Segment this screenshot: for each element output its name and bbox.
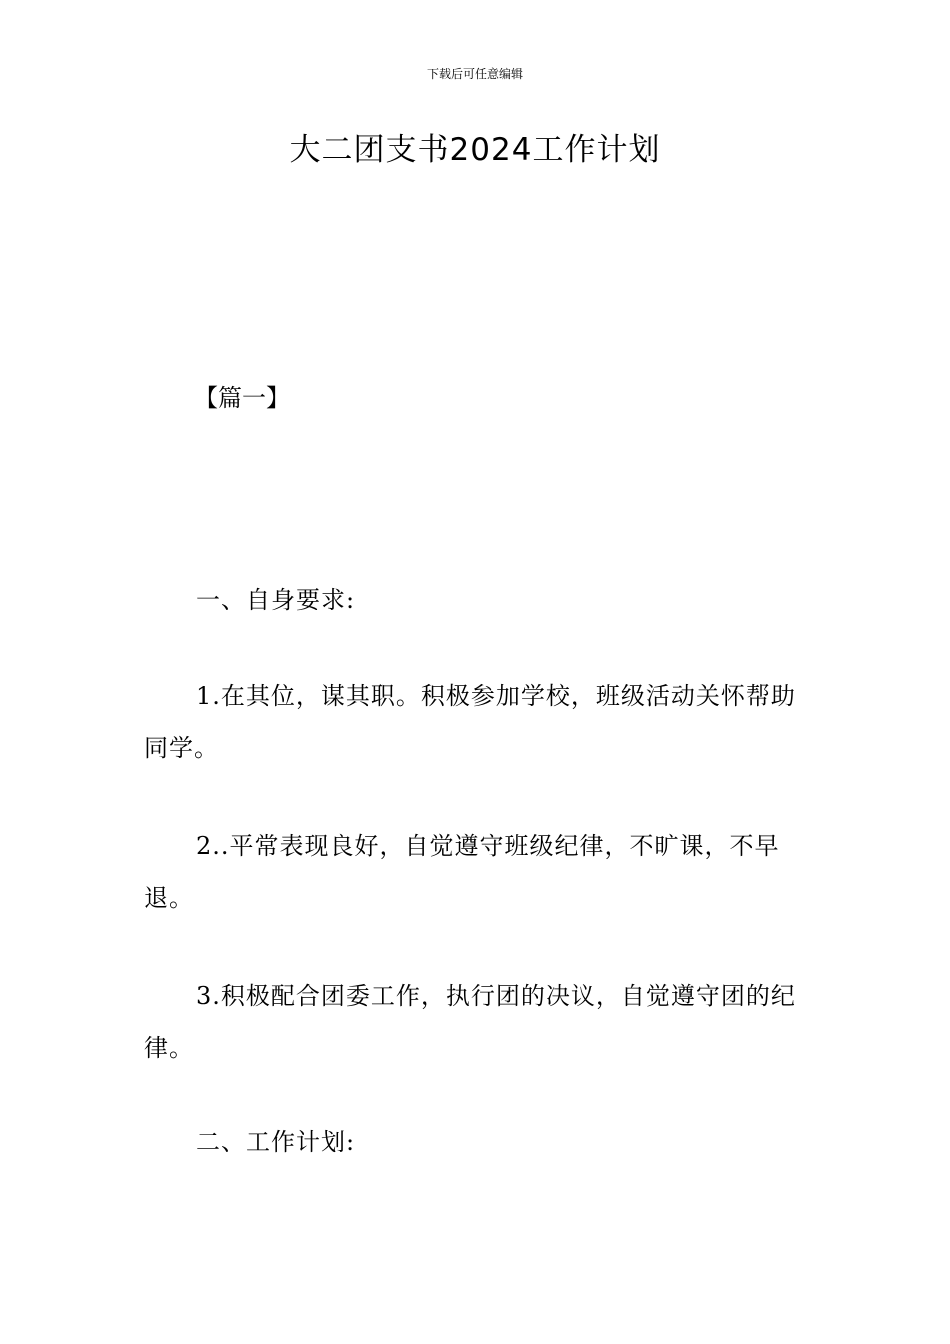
section-heading-work-plan: 二、工作计划: [196,1128,356,1156]
header-note: 下载后可任意编辑 [426,67,523,81]
list-item: 1.在其位，谋其职。积极参加学校，班级活动关怀帮助同学。 [144,682,796,762]
list-item: 2..平常表现良好，自觉遵守班级纪律，不旷课，不早退。 [144,832,780,912]
document-title: 大二团支书2024工作计划 [289,132,661,168]
section-tag: 【篇一】 [194,384,290,412]
list-item: 3.积极配合团委工作，执行团的决议，自觉遵守团的纪律。 [144,982,796,1062]
section-heading-self-requirements: 一、自身要求: [196,586,356,614]
